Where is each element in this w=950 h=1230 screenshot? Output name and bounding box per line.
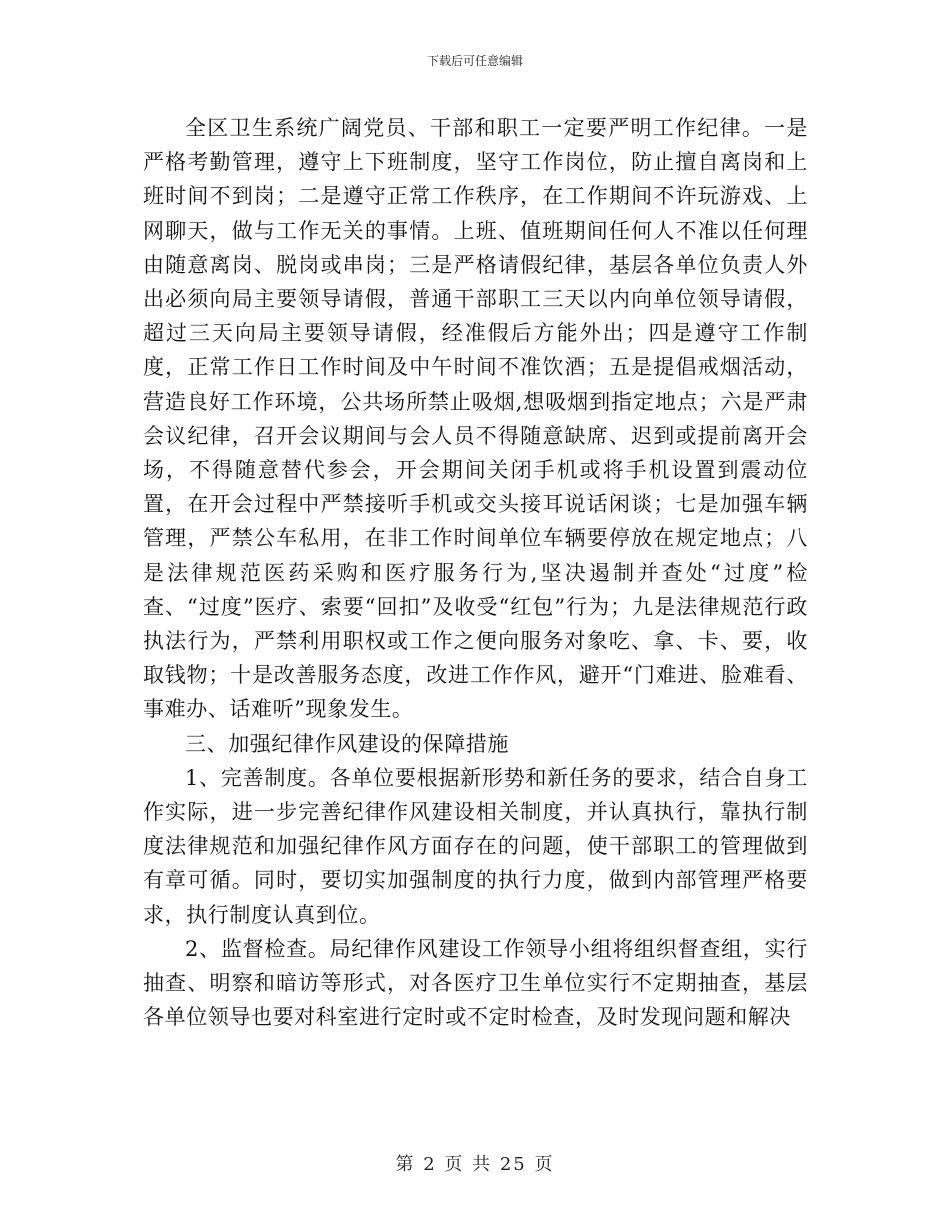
- section-heading-safeguards: 三、加强纪律作风建设的保障措施: [185, 731, 509, 756]
- paragraph-work-discipline: 全区卫生系统广阔党员、干部和职工一定要严明工作纪律。一是严格考勤管理，遵守上下班制度，坚守工作岗位，防止擅自离岗和上班时间不到岗；二是遵守正常工作秩序，在工作期间不许玩游戏、上网聊天，做与工作无关的事情。上班、值班期间任何人不准以任何理由随意离岗、脱岗或串岗；三是严格请假纪律，基层各单位负责人外出必须向局主要领导请假，普通干部职工三天以内向单位领导请假，超过三天向局主要领导请假，经准假后方能外出；四是遵守工作制度，正常工作日工作时间及中午时间不准饮酒；五是提倡戒烟活动，营造良好工作环境，公共场所禁止吸烟,想吸烟到指定地点；六是严肃会议纪律，召开会议期间与会人员不得随意缺席、迟到或提前离开会场，不得随意替代参会，开会期间关闭手机或将手机设置到震动位置，在开会过程中严禁接听手机或交头接耳说话闲谈；七是加强车辆管理，严禁公车私用，在非工作时间单位车辆要停放在规定地点；八是法律规范医药采购和医疗服务行为,坚决遏制并查处“过度”检查、“过度”医疗、索要“回扣”及收受“红包”行为；九是法律规范行政执法行为，严禁利用职权或工作之便向服务对象吃、拿、卡、要，收取钱物；十是改善服务态度，改进工作作风，避开“门难进、脸难看、事难办、话难听”现象发生。: [143, 116, 808, 722]
- paragraph-supervision: 2、监督检查。局纪律作风建设工作领导小组将组织督查组，实行抽查、明察和暗访等形式，对各医疗卫生单位实行不定期抽查，基层各单位领导也要对科室进行定时或不定时检查，及时发现问题和解决: [143, 936, 808, 1030]
- page-number-footer: 第 2 页 共 25 页: [395, 1154, 555, 1175]
- document-body: [143, 111, 808, 1034]
- paragraph-improve-system: 1、完善制度。各单位要根据新形势和新任务的要求，结合自身工作实际，进一步完善纪律作风建设相关制度，并认真执行，靠执行制度法律规范和加强纪律作风方面存在的问题，使干部职工的管理做到有章可循。同时，要切实加强制度的执行力度，做到内部管理严格要求，执行制度认真到位。: [143, 765, 808, 927]
- page-header: 下载后可任意编辑: [426, 54, 523, 68]
